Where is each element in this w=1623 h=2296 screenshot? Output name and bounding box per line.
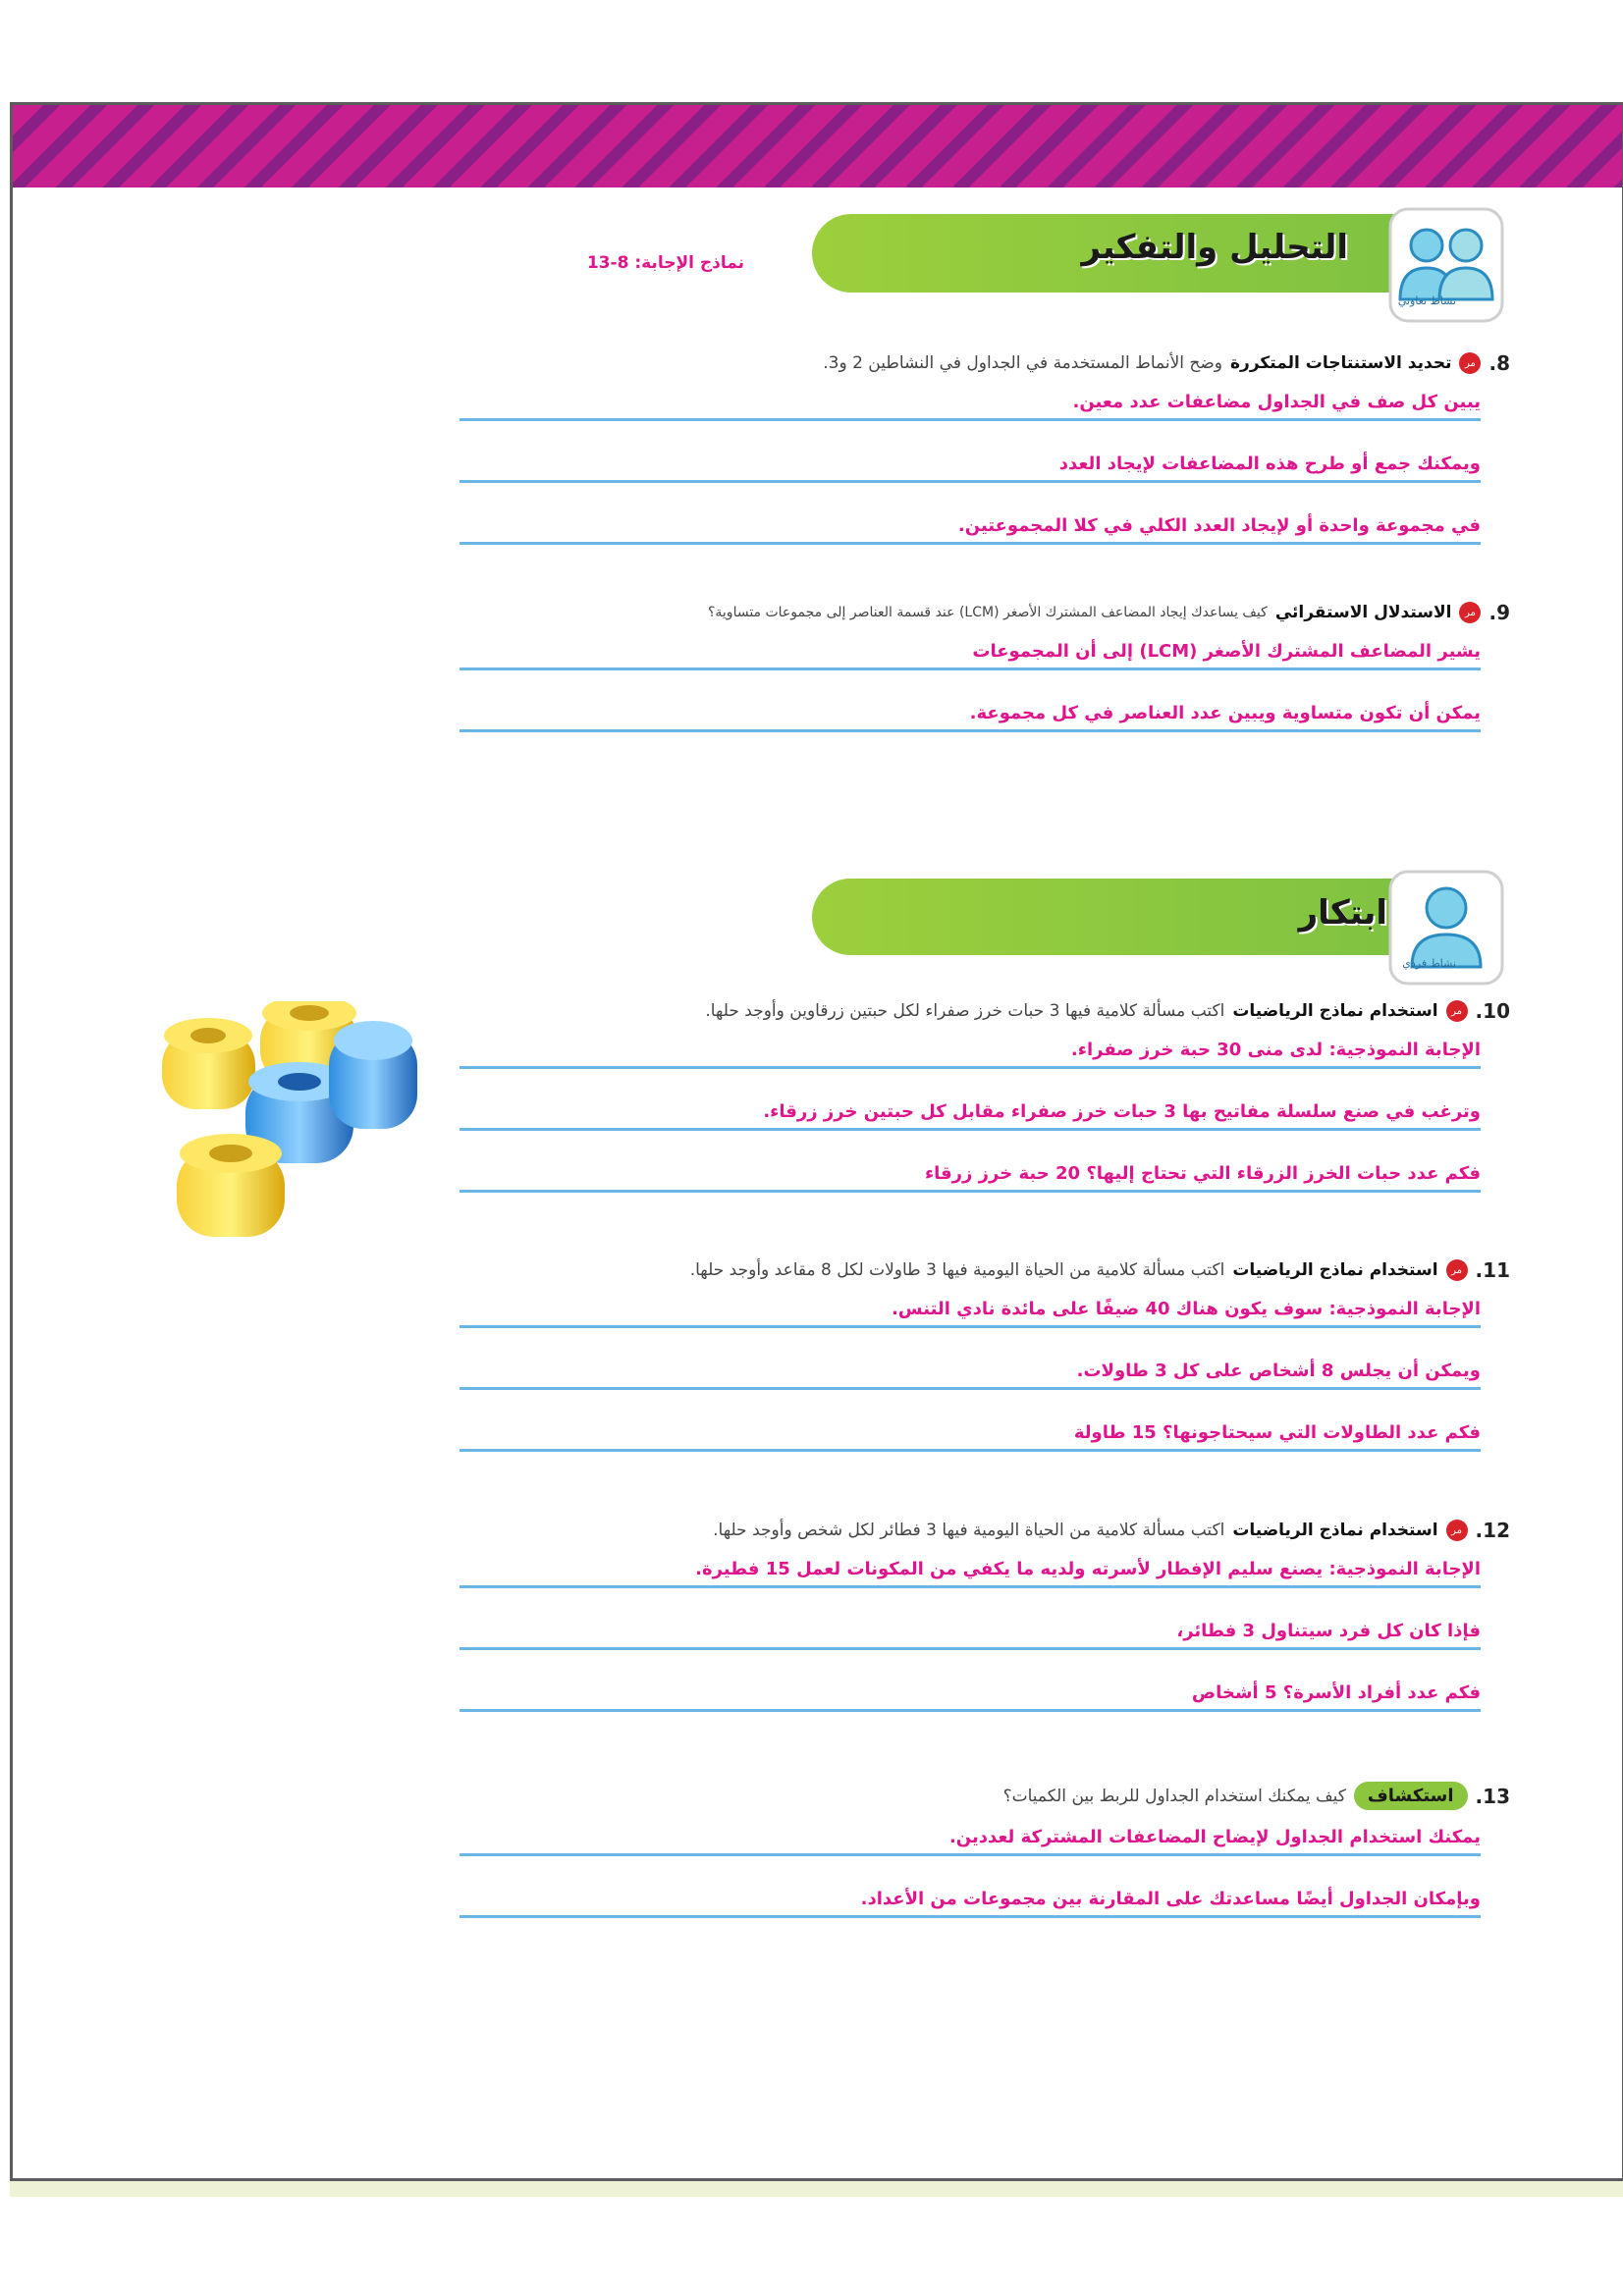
- question-8: [460, 351, 1510, 545]
- rubric-dot-icon: مر: [1446, 1520, 1468, 1541]
- question-skill: استخدام نماذج الرياضيات: [1232, 1521, 1438, 1540]
- question-10: [460, 999, 1510, 1193]
- answer-line: [460, 1023, 1481, 1069]
- rubric-dot-icon: مر: [1459, 352, 1481, 374]
- answer-text: يمكن أن تكون متساوية ويبين عدد العناصر في كل مجموعة.: [969, 703, 1481, 723]
- answer-line: [460, 1328, 1481, 1390]
- question-text: اكتب مسألة كلامية من الحياة اليومية فيها 3 طاولات لكل 8 مقاعد وأوجد حلها.: [689, 1260, 1225, 1280]
- question-number: 8.: [1488, 351, 1510, 375]
- answer-text: فكم عدد الطاولات التي سيحتاجونها؟ 15 طاولة: [1073, 1422, 1481, 1443]
- question-12: [460, 1519, 1510, 1712]
- answer-text: الإجابة النموذجية: سوف يكون هناك 40 ضيفًا على مائدة نادي التنس.: [891, 1299, 1481, 1319]
- answer-text: يمكنك استخدام الجداول لإيضاح المضاعفات المشتركة لعددين.: [948, 1827, 1481, 1847]
- answer-line: [460, 1390, 1481, 1452]
- answer-line: [460, 624, 1481, 670]
- answer-line: [460, 1131, 1481, 1193]
- answer-text: ويمكن أن يجلس 8 أشخاص على كل 3 طاولات.: [1076, 1361, 1481, 1381]
- answer-text: الإجابة النموذجية: يصنع سليم الإفطار لأسرته ولديه ما يكفي من المكونات لعمل 15 فطيرة.: [695, 1559, 1481, 1579]
- question-text: اكتب مسألة كلامية من الحياة اليومية فيها 3 فطائر لكل شخص وأوجد حلها.: [713, 1521, 1225, 1540]
- explore-badge: استكشاف: [1354, 1782, 1468, 1810]
- answer-text: يبين كل صف في الجداول مضاعفات عدد معين.: [1072, 392, 1481, 412]
- badge-label: نشاط تعاوني: [1397, 294, 1456, 307]
- answer-text: فكم عدد حبات الخرز الزرقاء التي تحتاج إليها؟ 20 حبة خرز زرقاء: [924, 1163, 1481, 1184]
- rubric-dot-icon: مر: [1459, 602, 1481, 623]
- question-number: 13.: [1475, 1784, 1510, 1808]
- answer-text: وبإمكان الجداول أيضًا مساعدتك على المقارنة بين مجموعات من الأعداد.: [860, 1889, 1481, 1909]
- question-13: [460, 1782, 1510, 1918]
- question-number: 9.: [1488, 601, 1510, 624]
- answer-line: [460, 1588, 1481, 1650]
- answer-text: فكم عدد أفراد الأسرة؟ 5 أشخاص: [1191, 1682, 1481, 1703]
- answer-line: [460, 1650, 1481, 1712]
- answer-text: يشير المضاعف المشترك الأصغر (LCM) إلى أن المجموعات: [972, 641, 1481, 662]
- answer-line: [460, 1069, 1481, 1131]
- yellow-bead: [162, 1018, 255, 1109]
- stripe-banner: [13, 105, 1622, 187]
- section-title-analysis: التحليل والتفكير: [1081, 228, 1348, 267]
- question-skill: استخدام نماذج الرياضيات: [1232, 1001, 1438, 1021]
- question-text: كيف يساعدك إيجاد المضاعف المشترك الأصغر (LCM) عند قسمة العناصر إلى مجموعات متساوية؟: [707, 605, 1268, 620]
- answer-line: [460, 670, 1481, 732]
- question-number: 12.: [1475, 1519, 1510, 1542]
- rubric-dot-icon: مر: [1446, 1000, 1468, 1022]
- section-title-innovation: ابتكار: [1298, 893, 1387, 933]
- blue-bead: [329, 1021, 417, 1129]
- question-9: [460, 601, 1510, 732]
- beads-illustration: [157, 1001, 422, 1256]
- badge-label: نشاط فردي: [1402, 957, 1456, 970]
- rubric-dot-icon: مر: [1446, 1259, 1468, 1281]
- answer-key-label: نماذج الإجابة: 8-13: [586, 253, 744, 273]
- answer-text: وترغب في صنع سلسلة مفاتيح بها 3 حبات خرز صفراء مقابل كل حبتين خرز زرقاء.: [763, 1101, 1481, 1122]
- question-text: كيف يمكنك استخدام الجداول للربط بين الكميات؟: [1002, 1786, 1346, 1806]
- answer-text: في مجموعة واحدة أو لإيجاد العدد الكلي في كلا المجموعتين.: [957, 515, 1481, 536]
- answer-text: ويمكنك جمع أو طرح هذه المضاعفات لإيجاد العدد: [1058, 454, 1481, 474]
- question-text: اكتب مسألة كلامية فيها 3 حبات خرز صفراء لكل حبتين زرقاوين وأوجد حلها.: [705, 1001, 1225, 1021]
- answer-line: [460, 1810, 1481, 1856]
- answer-text: فإذا كان كل فرد سيتناول 3 فطائر،: [1176, 1621, 1481, 1641]
- question-number: 11.: [1475, 1258, 1510, 1282]
- question-text: وضح الأنماط المستخدمة في الجداول في النشاطين 2 و3.: [823, 353, 1223, 373]
- answer-line: [460, 421, 1481, 483]
- cooperative-activity-icon: [1382, 201, 1510, 329]
- question-number: 10.: [1475, 999, 1510, 1023]
- bottom-strip: [10, 2181, 1623, 2197]
- individual-activity-icon: [1382, 864, 1510, 991]
- answer-line: [460, 1856, 1481, 1918]
- question-skill: تحديد الاستنتاجات المتكررة: [1230, 353, 1452, 373]
- answer-line: [460, 375, 1481, 421]
- answer-line: [460, 1282, 1481, 1328]
- question-skill: الاستدلال الاستقرائي: [1274, 603, 1452, 622]
- question-skill: استخدام نماذج الرياضيات: [1232, 1260, 1438, 1280]
- answer-line: [460, 483, 1481, 545]
- question-11: [460, 1258, 1510, 1452]
- yellow-bead: [177, 1134, 285, 1237]
- answer-line: [460, 1542, 1481, 1588]
- answer-text: الإجابة النموذجية: لدى منى 30 حبة خرز صفراء.: [1070, 1040, 1481, 1060]
